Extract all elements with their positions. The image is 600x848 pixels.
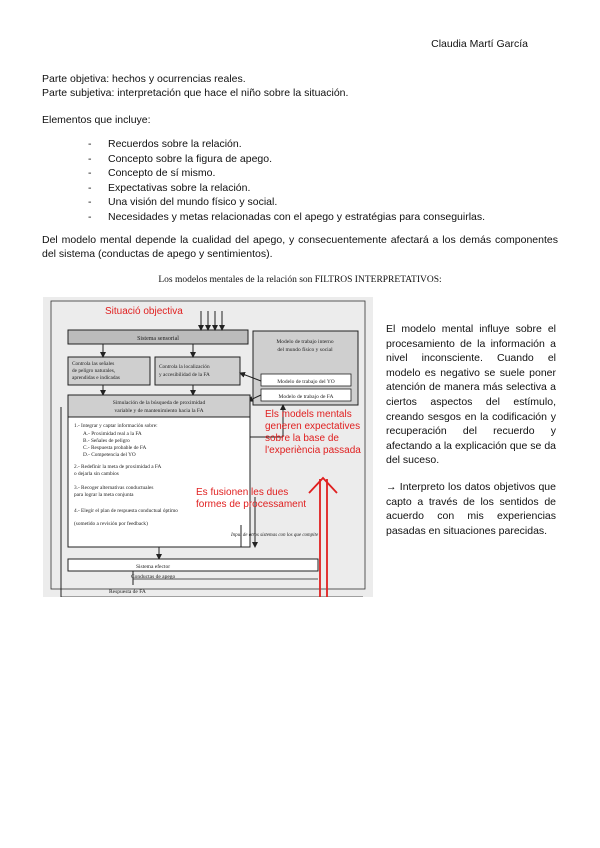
list-item: - Expectativas sobre la relación. xyxy=(88,181,485,196)
fa-model-label: Modelo de trabajo de FA xyxy=(278,394,334,400)
models-annotation: generen expectatives xyxy=(265,421,361,432)
side-paragraph-1: El modelo mental influye sobre el procesamiento de la información a nivel inconsciente. Cuando el modelo es negativo se suele poner atención de manera más selectiva a ciertos aspectos del estímulo, creando sesgos en la codificación y recuperación del recuerdo y afectando a la explicación que se da del suceso. xyxy=(386,323,556,467)
mental-model-diagram xyxy=(43,297,373,597)
list-item: - Necesidades y metas relacionadas con el apego y estratégias para conseguirlas. xyxy=(88,210,485,225)
simulation-step: C.- Respuesta probable de FA xyxy=(83,445,147,451)
effector-label: Sistema efector xyxy=(135,564,171,570)
simulation-title: Simulación de la búsqueda de proximidad xyxy=(112,400,206,406)
internal-model-label: Modelo de trabajo interno xyxy=(276,339,334,345)
simulation-title: variable y de mantenimiento hacia la FA xyxy=(114,408,204,414)
list-item: - Concepto sobre la figura de apego. xyxy=(88,152,485,167)
elements-list xyxy=(88,137,485,225)
models-annotation: Els models mentals xyxy=(265,409,352,420)
internal-model-label: del mundo físico y social xyxy=(277,347,333,353)
danger-signals-label: Controla las señales xyxy=(72,361,115,367)
self-model-label: Modelo de trabajo del YO xyxy=(277,379,335,385)
simulation-step: B.- Señales de peligro xyxy=(83,438,130,444)
simulation-step: D.- Competencia del YO xyxy=(83,452,136,458)
simulation-step: A.- Proximidad real a la FA xyxy=(83,431,142,437)
location-control-label: Controla la localización xyxy=(159,364,210,370)
fa-response-label: Respuesta de FA xyxy=(109,589,146,595)
subjective-line: Parte subjetiva: interpretación que hace el niño sobre la situación. xyxy=(42,87,349,99)
simulation-step: para lograr la meta conjunta xyxy=(74,492,134,498)
models-annotation: sobre la base de xyxy=(265,433,339,444)
simulation-step: (sometido a revisión por feedback) xyxy=(74,521,148,527)
location-control-box xyxy=(155,357,240,385)
list-item: - Concepto de sí mismo. xyxy=(88,166,485,181)
list-item: - Una visión del mundo físico y social. xyxy=(88,195,485,210)
list-item: - Recuerdos sobre la relación. xyxy=(88,137,485,152)
danger-signals-label: aprendidas e indicadas xyxy=(72,375,120,381)
simulation-step: o dejarla sin cambios xyxy=(74,471,119,477)
fusion-annotation: formes de processament xyxy=(196,499,307,510)
simulation-step: 4.- Elegir el plan de respuesta conductual óptimo xyxy=(74,508,178,514)
objective-situation-annotation: Situació objectiva xyxy=(105,306,183,317)
danger-signals-label: de peligro naturales, xyxy=(72,368,116,374)
elements-label: Elementos que incluye: xyxy=(42,114,151,126)
models-annotation: l'experiència passada xyxy=(265,445,361,456)
simulation-step: 2.- Redefinir la meta de proximidad a FA xyxy=(74,464,162,470)
simulation-step: 1.- Integrar y captar información sobre: xyxy=(74,423,158,429)
diagram-svg xyxy=(43,297,373,597)
input-label: Input de otros sistemas con los que compite xyxy=(231,533,319,538)
mental-model-paragraph: Del modelo mental depende la cualidad del apego, y consecuentemente afectará a los demás componentes del sistema (conductas de apego y sentimientos). xyxy=(42,234,558,260)
attachment-behaviors-label: Conductas de apego xyxy=(131,574,176,580)
simulation-step: 3.- Recoger alternativas conductuales xyxy=(74,485,154,491)
author-name: Claudia Martí García xyxy=(431,38,528,50)
fusion-annotation: Es fusionen les dues xyxy=(196,487,289,498)
figure-caption: Los modelos mentales de la relación son FILTROS INTERPRETATIVOS: xyxy=(158,275,442,285)
location-control-label: y accesibilidad de la FA xyxy=(159,372,210,378)
side-paragraph-2: → Interpreto los datos objetivos que capto a través de los sentidos de acuerdo con mis experiencias pasadas en situaciones parecidas. xyxy=(386,481,556,537)
objective-line: Parte objetiva: hechos y ocurrencias reales. xyxy=(42,73,246,85)
effector-box xyxy=(68,559,318,571)
intro-block xyxy=(42,72,562,100)
sensorial-label: Sistema sensorial xyxy=(137,336,179,342)
